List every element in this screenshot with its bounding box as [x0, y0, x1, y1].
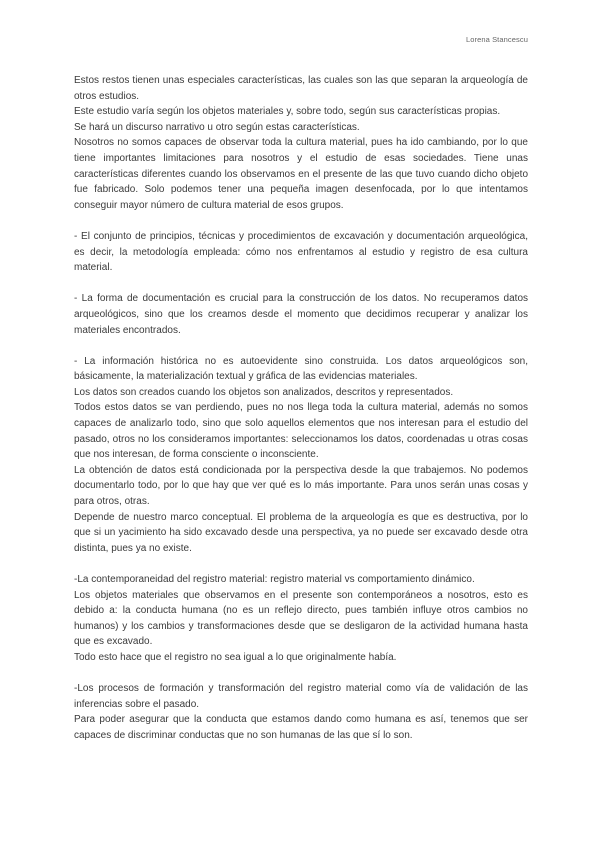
paragraph: Todo esto hace que el registro no sea igual a lo que originalmente había. [74, 651, 397, 663]
paragraph: - El conjunto de principios, técnicas y procedimientos de excavación y documentación arqueológica, es decir, la metodología empleada: cómo nos enfrentamos al estudio y registro de esa cultura material. [74, 230, 528, 274]
header-author-name: Lorena Stancescu [465, 35, 528, 44]
paragraph: - La forma de documentación es crucial para la construcción de los datos. No recuperamos datos arqueológicos, sino que los creamos desde el momento que decidimos recuperar y analizar los materiales encontrados. [74, 293, 528, 336]
document-body [74, 73, 528, 744]
paragraph-spacer [74, 213, 528, 229]
paragraph-spacer [74, 338, 528, 354]
paragraph: Para poder asegurar que la conducta que estamos dando como humana es así, tenemos que ser capaces de discriminar conductas que no son humanas de las que sí lo son. [74, 714, 528, 741]
paragraph: Este estudio varía según los objetos materiales y, sobre todo, según sus características propias. [74, 106, 501, 118]
paragraph: Nosotros no somos capaces de observar toda la cultura material, pues ha ido cambiando, por lo que tiene importantes limitaciones para nosotros y el estudio de esas sociedades. Tiene unas características diferentes cuando los observamos en el presente de las que tuvo cuando dicho objeto fue fabricado. Solo podemos tener una pequeña imagen desenfocada, por lo que intentamos conseguir mayor número de cultura material de esos grupos. [74, 137, 528, 211]
paragraph-spacer [74, 556, 528, 572]
paragraph: Los objetos materiales que observamos en el presente son contemporáneos a nosotros, esto es debido a: la conducta humana (no es un reflejo directo, pues también influye otros cambios no humanos) y los cambios y transformaciones desde que se desligaron de la actividad humana hasta que es excavado. [74, 589, 528, 648]
paragraph: Todos estos datos se van perdiendo, pues no nos llega toda la cultura material, además no somos capaces de analizarlo todo, sino que solo aquellos elementos que nos interesan para el estudio del pasado, otros no los consideramos importantes: seleccionamos los datos, coordenadas u otras cosas que nos interesan, de forma consciente o inconsciente. [74, 402, 528, 461]
paragraph: Estos restos tienen unas especiales características, las cuales son las que separan la arqueología de otros estudios. [74, 75, 528, 102]
paragraph: Depende de nuestro marco conceptual. El problema de la arqueología es que es destructiva, por lo que si un yacimiento ha sido excavado desde una perspectiva, ya no puede ser excavado desde otra distinta, pues ya no existe. [74, 511, 528, 554]
paragraph: Los datos son creados cuando los objetos son analizados, descritos y representados. [74, 386, 454, 398]
paragraph-spacer [74, 666, 528, 682]
paragraph: Se hará un discurso narrativo u otro según estas características. [74, 121, 360, 133]
paragraph: La obtención de datos está condicionada por la perspectiva desde la que trabajemos. No podemos documentarlo todo, por lo que hay que ver qué es lo más importante. Para unos serán unas cosas y para otros, otras. [74, 464, 528, 508]
paragraph: - La información histórica no es autoevidente sino construida. Los datos arqueológicos son, básicamente, la materialización textual y gráfica de las evidencias materiales. [74, 355, 528, 383]
paragraph-spacer [74, 276, 528, 292]
paragraph: -Los procesos de formación y transformación del registro material como vía de validación de las inferencias sobre el pasado. [74, 683, 528, 710]
paragraph: -La contemporaneidad del registro material: registro material vs comportamiento dinámico. [74, 574, 475, 585]
